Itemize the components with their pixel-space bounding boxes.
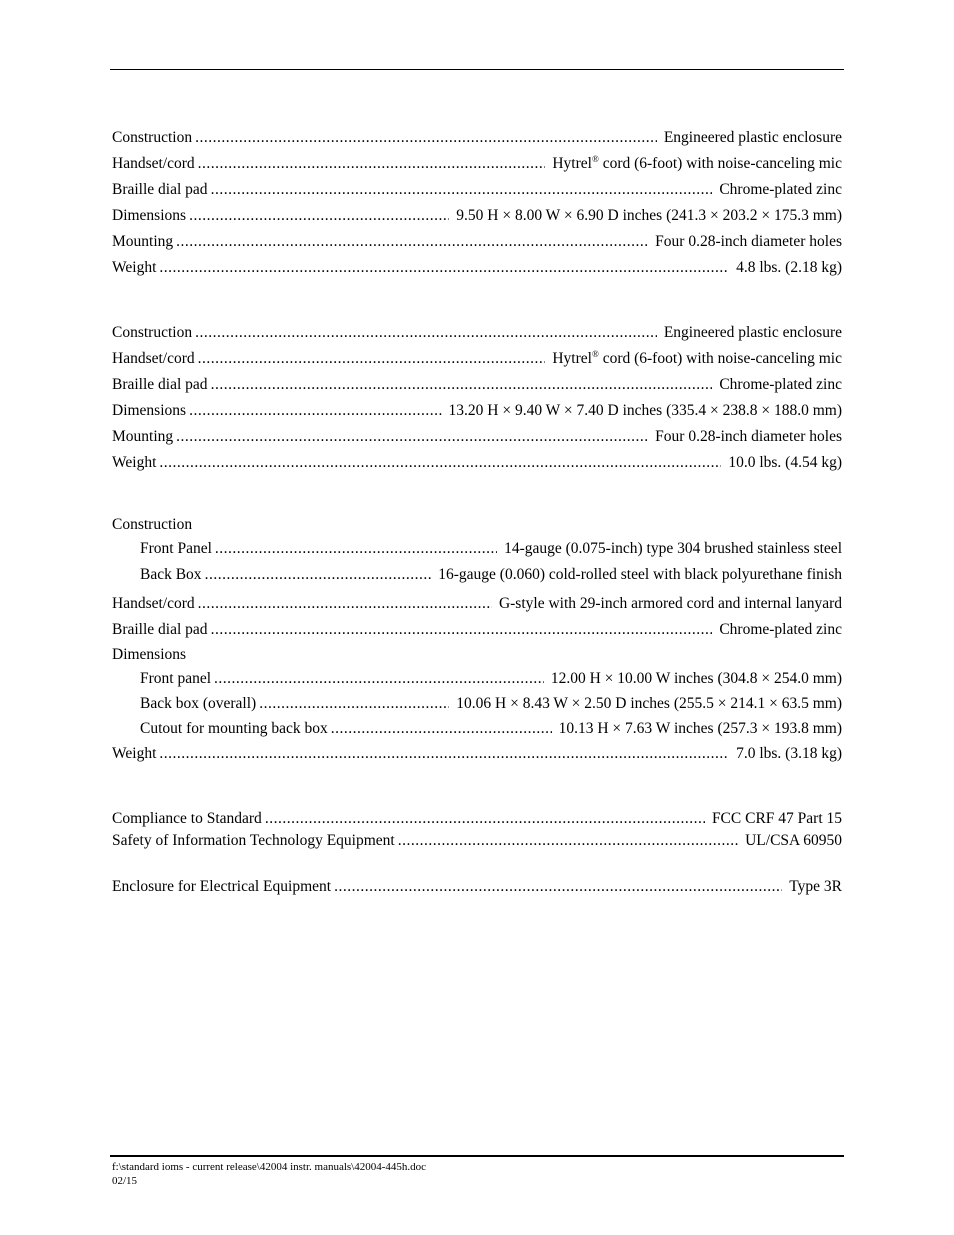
- compliance-row-enclosure: [112, 876, 842, 898]
- dot-leader: [334, 876, 782, 898]
- dot-leader: [398, 830, 738, 852]
- dot-leader: [198, 591, 492, 617]
- spec-label: Cutout for mounting back box: [140, 720, 328, 737]
- dot-leader: [198, 346, 546, 372]
- spec-row-construction: [112, 125, 842, 151]
- spec-label: Weight: [112, 454, 157, 471]
- spec-value: UL/CSA 60950: [745, 832, 842, 849]
- spec-value: G-style with 29-inch armored cord and internal lanyard: [498, 595, 842, 612]
- spec-row-handset: [112, 591, 842, 617]
- footer-date: 02/15: [112, 1175, 138, 1187]
- dot-leader: [214, 666, 544, 691]
- spec-label: Safety of Information Technology Equipment: [112, 832, 395, 849]
- spec-value: 7.0 lbs. (3.18 kg): [736, 745, 842, 762]
- spec-label: Front Panel: [140, 540, 212, 557]
- spec-row-dim-front: [112, 666, 842, 691]
- spec-row-mounting: [112, 229, 842, 255]
- spec-label: Back Box: [140, 566, 202, 583]
- dot-leader: [259, 691, 449, 716]
- dot-leader: [215, 536, 497, 562]
- spec-row-weight: [112, 741, 842, 767]
- spec-value: Four 0.28-inch diameter holes: [655, 233, 842, 250]
- spec-value: Chrome-plated zinc: [719, 376, 842, 393]
- spec-row-weight: [112, 450, 842, 476]
- spec-row-construction: [112, 320, 842, 346]
- spec-value: 13.20 H × 9.40 W × 7.40 D inches (335.4 × 238.8 × 188.0 mm): [448, 402, 842, 419]
- construction-heading: Construction: [112, 516, 193, 533]
- spec-value: 16-gauge (0.060) cold-rolled steel with black polyurethane finish: [438, 566, 842, 583]
- spec-label: Front panel: [140, 670, 212, 687]
- dot-leader: [195, 320, 657, 346]
- spec-value: 12.00 H × 10.00 W inches (304.8 × 254.0 mm): [550, 670, 842, 687]
- spec-value: 10.0 lbs. (4.54 kg): [728, 454, 842, 471]
- dot-leader: [159, 741, 729, 767]
- dot-leader: [265, 808, 705, 830]
- spec-value: Engineered plastic enclosure: [663, 129, 842, 146]
- spec-row-dimensions: [112, 398, 842, 424]
- spec-value: Engineered plastic enclosure: [663, 324, 842, 341]
- spec-row-dim-back: [112, 691, 842, 716]
- dot-leader: [159, 255, 729, 281]
- spec-label: Construction: [112, 324, 193, 341]
- compliance-row-safety: [112, 830, 842, 852]
- spec-value: FCC CRF 47 Part 15: [711, 810, 842, 827]
- spec-value: 10.13 H × 7.63 W inches (257.3 × 193.8 mm): [558, 720, 842, 737]
- spec-label: Construction: [112, 129, 193, 146]
- spec-value: 10.06 H × 8.43 W × 2.50 D inches (255.5 × 214.1 × 63.5 mm): [456, 695, 842, 712]
- spec-row-handset: [112, 151, 842, 177]
- spec-label: Dimensions: [112, 402, 187, 419]
- spec-row-front-panel: [112, 536, 842, 562]
- spec-section-a: [112, 125, 842, 281]
- spec-label: Handset/cord: [112, 155, 195, 172]
- spec-row-braille: [112, 372, 842, 398]
- dot-leader: [198, 151, 546, 177]
- spec-value: Four 0.28-inch diameter holes: [655, 428, 842, 445]
- spec-value: Type 3R: [789, 878, 842, 895]
- footer: [112, 1160, 426, 1188]
- dimensions-heading: Dimensions: [112, 646, 187, 663]
- spec-label: Enclosure for Electrical Equipment: [112, 878, 332, 895]
- spec-value: Chrome-plated zinc: [719, 181, 842, 198]
- spec-value: 9.50 H × 8.00 W × 6.90 D inches (241.3 × 203.2 × 175.3 mm): [456, 207, 842, 224]
- spec-row-dim-cutout: [112, 716, 842, 741]
- footer-rule: [110, 1155, 844, 1157]
- spec-label: Handset/cord: [112, 350, 195, 367]
- compliance-row-fcc: [112, 808, 842, 830]
- spec-value: Hytrel® cord (6-foot) with noise-canceling mic: [552, 154, 842, 172]
- spec-value: 14-gauge (0.075-inch) type 304 brushed stainless steel: [504, 540, 842, 557]
- spec-row-mounting: [112, 424, 842, 450]
- header-rule: [110, 69, 844, 70]
- spec-row-back-box: [112, 562, 842, 591]
- spec-value: Chrome-plated zinc: [719, 621, 842, 638]
- dot-leader: [211, 177, 713, 203]
- spec-label: Mounting: [112, 233, 174, 250]
- spec-label: Dimensions: [112, 207, 187, 224]
- spec-row-dimensions: [112, 203, 842, 229]
- dot-leader: [211, 372, 713, 398]
- dot-leader: [176, 424, 648, 450]
- spec-section-c: [112, 513, 842, 767]
- spec-label: Handset/cord: [112, 595, 195, 612]
- dot-leader: [211, 617, 713, 643]
- dot-leader: [189, 398, 441, 424]
- spec-value: Hytrel® cord (6-foot) with noise-canceling mic: [552, 349, 842, 367]
- spec-label: Weight: [112, 259, 157, 276]
- spec-label: Mounting: [112, 428, 174, 445]
- dot-leader: [189, 203, 449, 229]
- spec-section-b: [112, 320, 842, 476]
- dot-leader: [159, 450, 721, 476]
- spec-row-braille: [112, 177, 842, 203]
- spec-label: Braille dial pad: [112, 621, 208, 638]
- dot-leader: [176, 229, 648, 255]
- spec-row-handset: [112, 346, 842, 372]
- enclosure-section: [112, 876, 842, 898]
- spec-row-braille: [112, 617, 842, 643]
- footer-file-path: f:\standard ioms - current release\42004 instr. manuals\42004-445h.doc: [112, 1161, 427, 1173]
- compliance-section: [112, 808, 842, 852]
- spec-row-weight: [112, 255, 842, 281]
- spec-value: 4.8 lbs. (2.18 kg): [736, 259, 842, 276]
- spec-label: Compliance to Standard: [112, 810, 262, 827]
- dot-leader: [331, 716, 552, 741]
- dot-leader: [205, 562, 432, 591]
- spec-label: Weight: [112, 745, 157, 762]
- spec-label: Braille dial pad: [112, 376, 208, 393]
- dot-leader: [195, 125, 657, 151]
- spec-label: Back box (overall): [140, 695, 257, 712]
- spec-label: Braille dial pad: [112, 181, 208, 198]
